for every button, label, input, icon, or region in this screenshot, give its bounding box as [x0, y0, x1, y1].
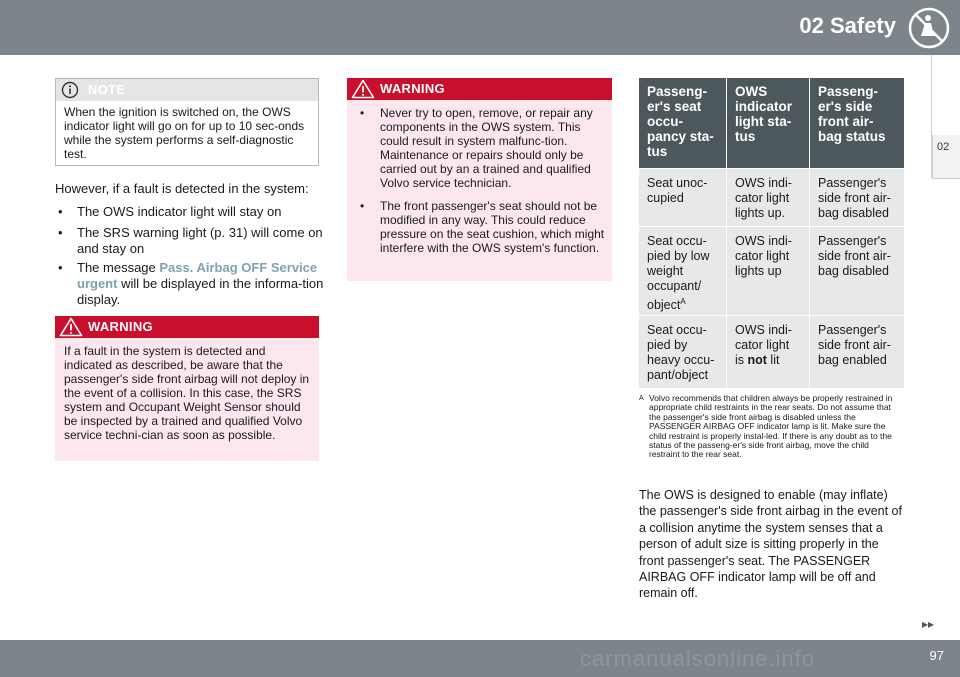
bullet-dot: •	[360, 199, 365, 213]
table-cell-text: OWS indi-cator light is	[735, 323, 792, 367]
bullet-dot: •	[58, 260, 63, 275]
table-header-cell: Passeng-er's seat occu-pancy sta-tus	[639, 78, 726, 168]
closing-paragraph: The OWS is designed to enable (may inflate) the passenger's side front airbag in the event of a collision anytime the system senses that a person of adult size is sitting properly in the front passenger's seat. The PASSENGER AIRBAG OFF indicator lamp will be off and remain off.	[639, 488, 902, 601]
message-prefix: The message	[77, 260, 160, 275]
info-icon	[59, 81, 81, 99]
note-text: When the ignition is switched on, the OWS indicator light will go on for up to 10 sec-onds while the system performs a self-diagnostic test.	[64, 105, 305, 161]
note-box	[55, 78, 319, 166]
footnote-ref: A	[680, 297, 686, 306]
page-number: 97	[929, 648, 944, 663]
warning-header	[55, 316, 319, 338]
warning-bullet-text: The front passenger's seat should not be modified in any way. This could reduce pressure on the seat cushion, which might interfere with the OWS system's function.	[380, 199, 605, 255]
fault-bullet	[58, 260, 327, 308]
table-cell: Seat occu-pied by heavy occu-pant/object	[639, 316, 726, 388]
double-chevron-right-icon[interactable]: ▸▸	[922, 617, 935, 631]
table-cell-text: lit	[766, 353, 780, 367]
note-title: NOTE	[88, 82, 126, 97]
warning-bullet-text: Never try to open, remove, or repair any components in the OWS system. This could result in system malfunc-tion. Maintenance or repairs should only be carried out by an a trained and qualified Volvo service technician.	[380, 106, 593, 190]
table-header-cell: OWS indicator light sta-tus	[727, 78, 809, 168]
warning-title: WARNING	[88, 319, 153, 334]
bullet-dot: •	[360, 106, 365, 120]
footnote-mark: A	[639, 395, 644, 402]
table-cell: OWS indi-cator light lights up	[727, 227, 809, 315]
table-cell	[639, 227, 726, 315]
fault-bullet-text: The OWS indicator light will stay on	[77, 204, 282, 219]
table-header-cell: Passeng-er's side front air-bag status	[810, 78, 904, 168]
warning-box	[347, 78, 612, 281]
table-cell: Passenger's side front air-bag enabled	[810, 316, 904, 388]
message-suffix: will be displayed in the informa-tion display.	[77, 276, 324, 307]
watermark: carmanualsonline.info	[580, 646, 816, 671]
fault-intro: However, if a fault is detected in the system:	[55, 181, 309, 196]
fault-bullet-text: The SRS warning light (p. 31) will come on and stay on	[77, 225, 323, 256]
table-footnote	[639, 394, 901, 460]
display-message-name: Pass. Airbag OFF Service urgent	[77, 260, 318, 291]
warning-triangle-icon	[351, 79, 375, 99]
table-cell-text: Seat occu-pied by low weight occupant/ object	[647, 234, 710, 313]
warning-triangle-icon	[59, 317, 83, 337]
table-cell	[727, 316, 809, 388]
table-cell: Passenger's side front air-bag disabled	[810, 169, 904, 226]
chapter-tab-label: 02	[937, 141, 950, 153]
table-cell: Seat unoc-cupied	[639, 169, 726, 226]
warning-text: If a fault in the system is detected and indicated as described, be aware that the passenger's side front airbag will not deploy in the event of a collision. In this case, the SRS system and Occupant Weight Sensor should be inspected by a trained and qualified Volvo service techni-cian as soon as possible.	[64, 344, 310, 442]
warning-box	[55, 316, 319, 461]
warning-header	[347, 78, 612, 100]
no-airbag-icon	[907, 6, 951, 50]
chapter-title: 02 Safety	[799, 13, 896, 38]
fault-bullet	[58, 225, 327, 257]
warning-title: WARNING	[380, 81, 445, 96]
fault-bullet	[58, 204, 327, 220]
table-cell: OWS indi-cator light lights up.	[727, 169, 809, 226]
note-header	[56, 79, 318, 101]
page-footer	[0, 640, 960, 677]
footnote-text: Volvo recommends that children always be properly restrained in appropriate child restraints in the rear seats. Do not assume that the passenger's side front airbag is disabled unless the PASSENGER AIRBAG OFF indicator lamp is lit. Make sure the child restraint is properly instal-led. If there is any doubt as to the status of the passeng-er's side front airbag, move the child restraint to the rear seat.	[649, 393, 893, 460]
table-cell-emphasis: not	[747, 353, 767, 367]
bullet-dot: •	[58, 204, 63, 219]
bullet-dot: •	[58, 225, 63, 240]
table-cell: Passenger's side front air-bag disabled	[810, 227, 904, 315]
